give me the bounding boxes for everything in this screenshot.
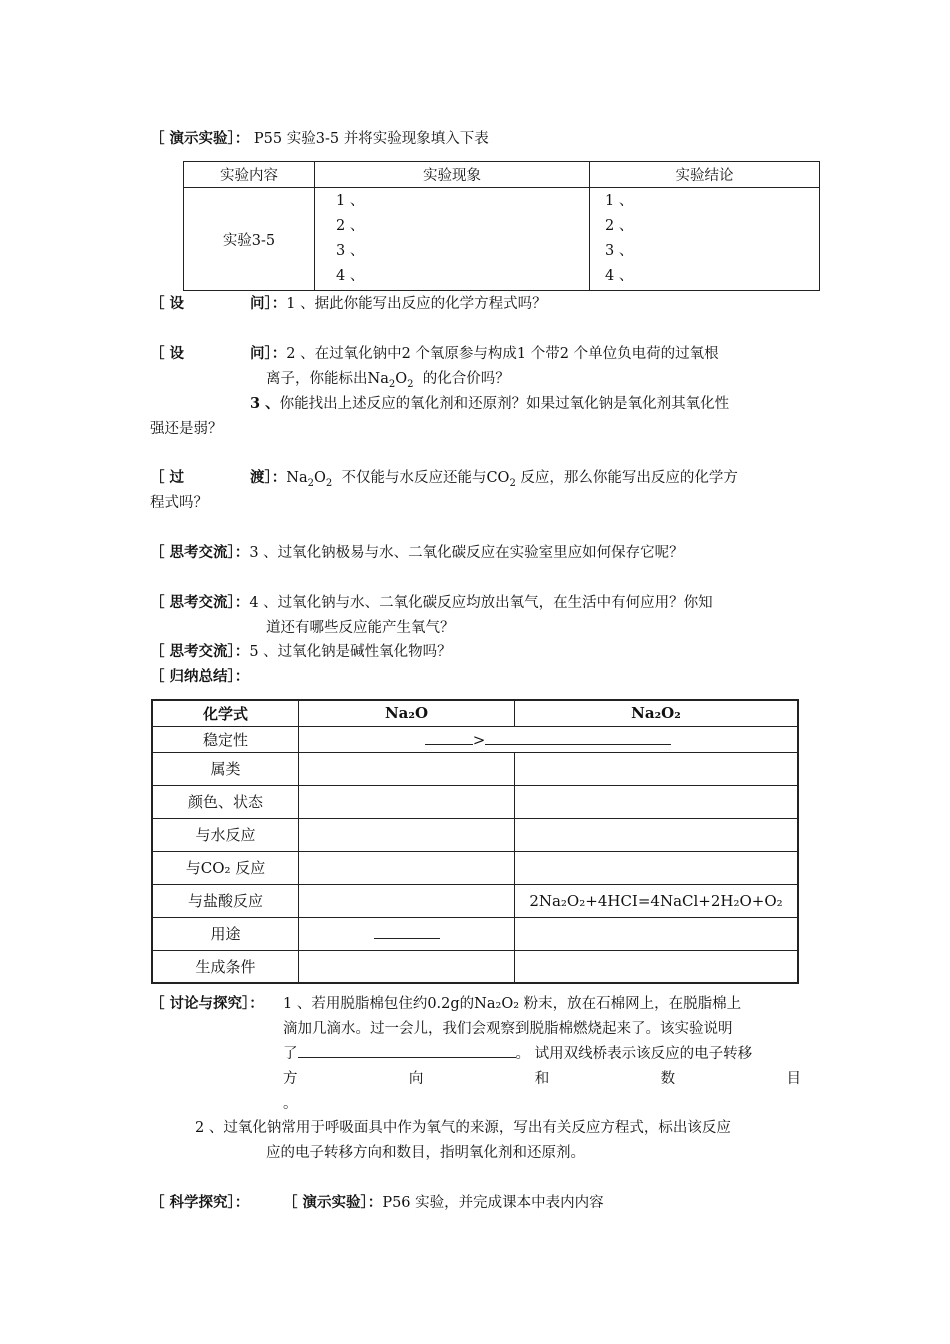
list-item: 3 、: [336, 243, 365, 259]
blank-cell: [299, 752, 515, 785]
formula: $Na_2O_2$: [286, 470, 333, 489]
demo-experiment-line: [150, 127, 489, 148]
discuss-text: 了: [283, 1046, 298, 1062]
row-label: 与盐酸反应: [152, 884, 299, 917]
question-text: 2 、在过氧化钠中2 个氧原参与构成1 个带2 个单位负电荷的过氧根: [286, 346, 719, 362]
question-text: 你能找出上述反应的氧化剂和还原剂？如果过氧化钠是氧化剂其氧化性: [279, 396, 730, 412]
blank-cell: [515, 818, 799, 851]
blank-cell: [515, 851, 799, 884]
list-item: 1 、: [605, 193, 634, 209]
header-cell: 化学式: [152, 700, 299, 726]
row-label: 与CO₂ 反应: [152, 851, 299, 884]
conclusion-cell: [590, 188, 820, 291]
think-label: ［ 思考交流］：: [150, 594, 250, 611]
header-cell: 实验现象: [315, 162, 590, 188]
header-cell: Na₂O₂: [515, 700, 799, 726]
transition-text: 不仅能与水反应还能与: [341, 470, 487, 486]
spread-char: 向: [408, 1071, 424, 1087]
transition-label: ［ 过: [150, 469, 185, 486]
question-label: 问］：: [250, 295, 287, 312]
question-line: [266, 367, 510, 390]
think-line: [150, 640, 452, 661]
transition-text: 程式吗？: [150, 495, 208, 511]
question-text: 强还是弱？: [150, 421, 223, 437]
header-cell: 实验结论: [590, 162, 820, 188]
question-label: ［ 设: [150, 295, 185, 312]
blank-cell: [299, 818, 515, 851]
question-text: 的化合价吗？: [422, 371, 510, 387]
blank-cell: [299, 785, 515, 818]
question-line: [250, 392, 729, 413]
science-label: ［ 演示实验］：: [283, 1194, 383, 1211]
question-label: 问］：: [250, 345, 287, 362]
list-item: 2 、: [336, 218, 365, 234]
think-text: 3 、过氧化钠极易与水、二氧化碳反应在实验室里应如何保存它呢？: [249, 545, 684, 561]
question-number: 3 、: [250, 395, 280, 412]
discuss-text: 应的电子转移方向和数目，指明氧化剂和还原剂。: [266, 1145, 585, 1161]
blank-cell: [515, 917, 799, 950]
list-item: 3 、: [605, 243, 634, 259]
spread-char: 数: [660, 1071, 676, 1087]
phenomenon-cell: [315, 188, 590, 291]
discuss-text: 。 试用双线桥表示该反应的电子转移: [515, 1046, 753, 1062]
row-label: 实验3-5: [184, 188, 315, 291]
list-item: 4 、: [336, 268, 365, 284]
question-text: 1 、据此你能写出反应的化学方程式吗？: [286, 296, 547, 312]
discuss-label: ［ 讨论与探究］：: [150, 995, 264, 1012]
blank-cell: [515, 752, 799, 785]
question-line: [250, 292, 547, 313]
list-item: 4 、: [605, 268, 634, 284]
comparison-table: [151, 699, 799, 984]
formula: $CO_2$: [486, 470, 516, 489]
question-text: 离子，你能标出: [266, 371, 368, 387]
think-label: ［ 思考交流］：: [150, 643, 250, 660]
transition-label: 渡］：: [250, 469, 287, 486]
blank-cell: [515, 950, 799, 983]
summary-label: ［ 归纳总结］：: [150, 668, 250, 685]
blank-cell: [515, 785, 799, 818]
discuss-text: 1 、若用脱脂棉包住约0.2g的Na₂O₂ 粉末，放在石棉网上，在脱脂棉上: [283, 996, 742, 1012]
row-label: 用途: [152, 917, 299, 950]
header-cell: 实验内容: [184, 162, 315, 188]
discuss-text: 2 、过氧化钠常用于呼吸面具中作为氧气的来源，写出有关反应方程式，标出该反应: [195, 1120, 731, 1136]
think-line: [150, 541, 684, 562]
section-label: ［ 演示实验］：: [150, 130, 250, 147]
discuss-text: 。: [283, 1096, 298, 1112]
think-text: 道还有哪些反应能产生氧气？: [266, 620, 455, 636]
stability-cell: [299, 726, 799, 752]
comparison-sign: >: [472, 730, 486, 749]
science-text: P56 实验，并完成课本中表内内容: [382, 1195, 604, 1211]
experiment-table: [183, 161, 820, 291]
list-item: 2 、: [605, 218, 634, 234]
row-label: 生成条件: [152, 950, 299, 983]
row-label: 与水反应: [152, 818, 299, 851]
row-label: 稳定性: [152, 726, 299, 752]
blank-cell: [299, 884, 515, 917]
think-text: 4 、过氧化钠与水、二氧化碳反应均放出氧气，在生活中有何应用？你知: [249, 595, 713, 611]
science-label: ［ 科学探究］：: [150, 1194, 250, 1211]
question-line: [250, 342, 719, 363]
header-cell: Na₂O: [299, 700, 515, 726]
spread-line: [283, 1067, 801, 1088]
think-text: 5 、过氧化钠是碱性氧化物吗？: [249, 644, 452, 660]
discuss-text: 滴加几滴水。过一会儿，我们会观察到脱脂棉燃烧起来了。该实验说明: [283, 1021, 733, 1037]
formula: $Na_2O_2$: [367, 371, 414, 390]
row-label: 属类: [152, 752, 299, 785]
think-label: ［ 思考交流］：: [150, 544, 250, 561]
question-label: ［ 设: [150, 345, 185, 362]
blank-cell: [299, 950, 515, 983]
science-line: [150, 1191, 249, 1212]
spread-char: 和: [534, 1071, 550, 1087]
transition-line: [250, 466, 738, 489]
spread-char: 目: [786, 1071, 801, 1087]
transition-text: 反应，那么你能写出反应的化学方: [520, 470, 738, 486]
equation-cell: 2Na₂O₂+4HCI=4NaCl+2H₂O+O₂: [515, 884, 799, 917]
think-line: [150, 591, 713, 612]
list-item: 1 、: [336, 193, 365, 209]
science-line: [283, 1191, 604, 1212]
blank-cell: [299, 851, 515, 884]
section-text: P55 实验3-5 并将实验现象填入下表: [253, 131, 489, 147]
blank-cell: [299, 917, 515, 950]
discuss-text: [283, 1042, 752, 1063]
row-label: 颜色、状态: [152, 785, 299, 818]
spread-char: 方: [283, 1071, 298, 1087]
